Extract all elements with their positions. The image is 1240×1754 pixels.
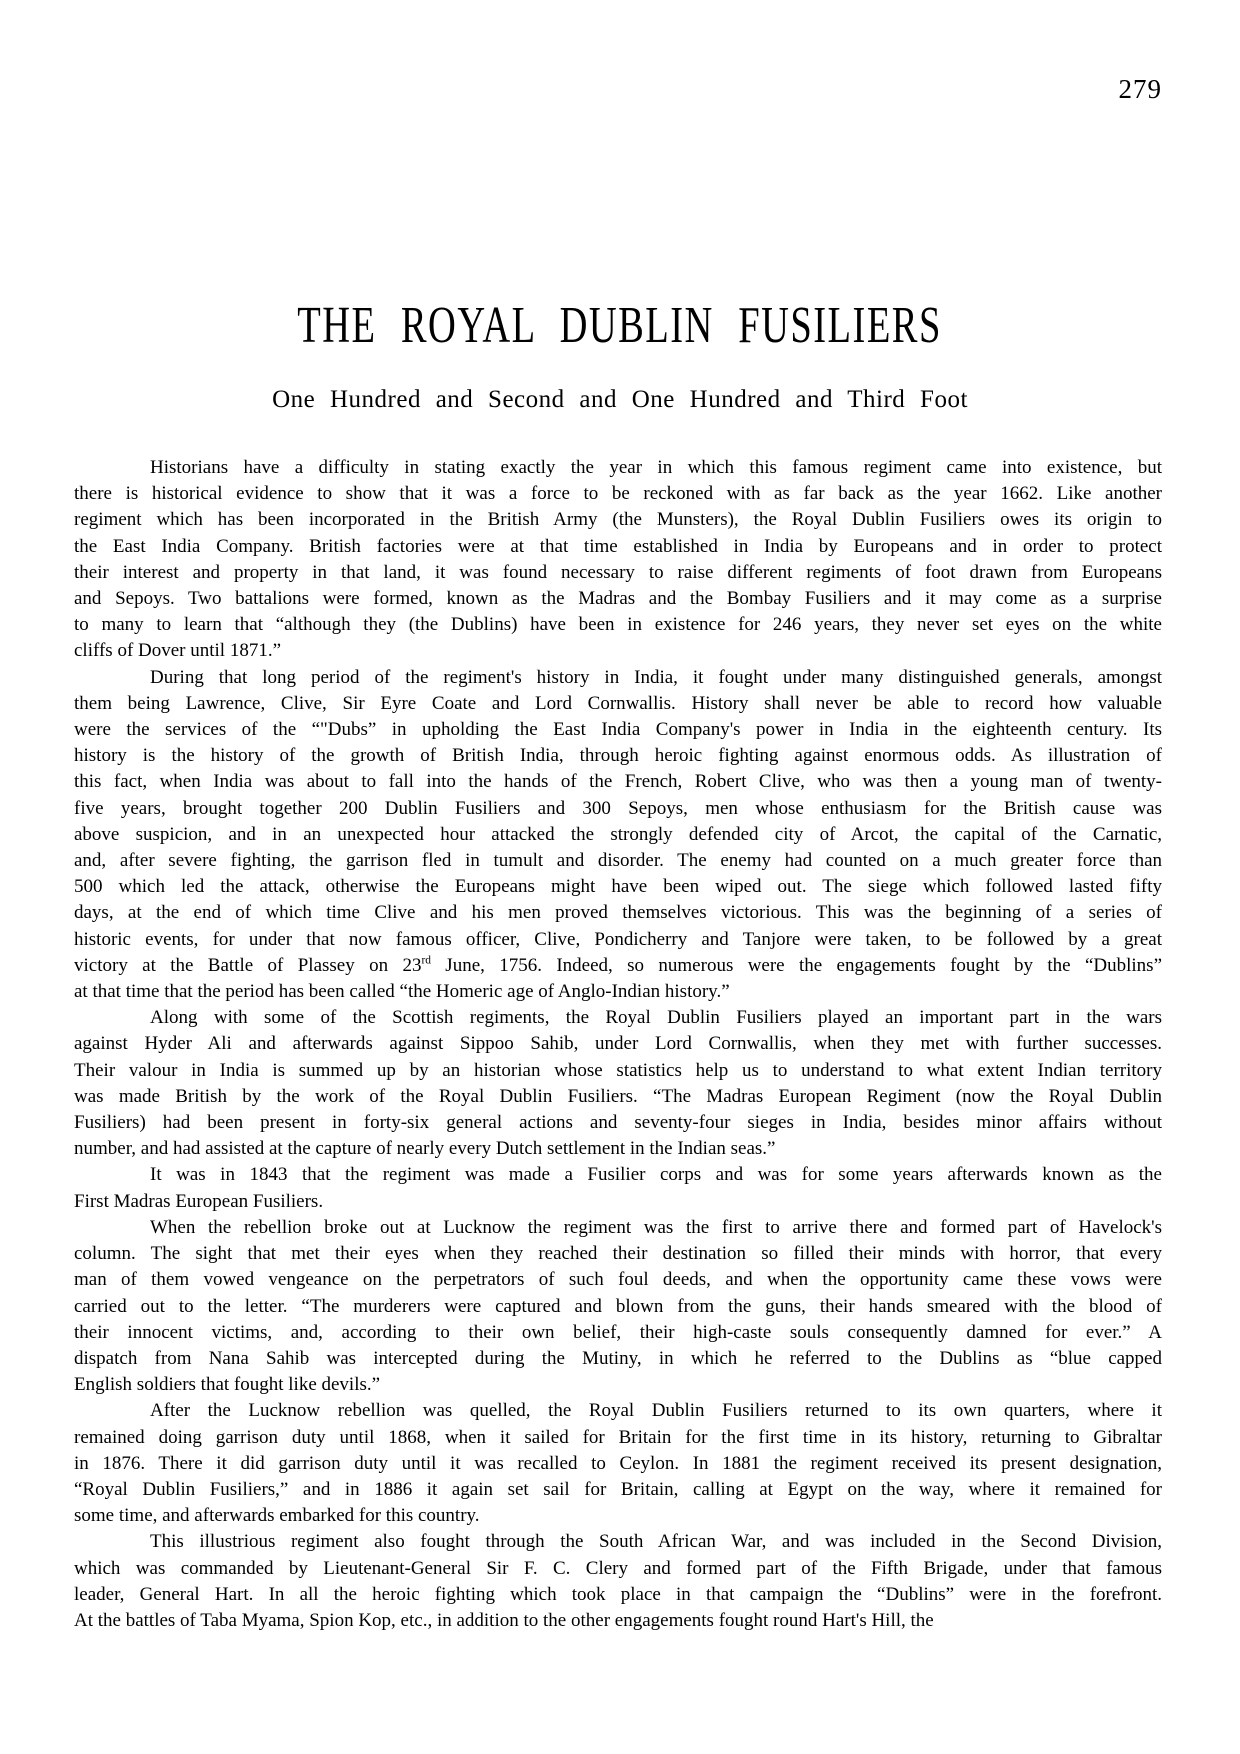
text-line: their innocent victims, and, according to their own belief, their high-caste souls consequently damned for ever.” A bbox=[74, 1321, 1162, 1343]
article-subtitle: One Hundred and Second and One Hundred and Third Foot bbox=[272, 386, 968, 413]
page-number: 279 bbox=[1118, 74, 1162, 104]
text-line: their interest and property in that land, it was found necessary to raise different regiments of foot drawn from Europeans bbox=[74, 561, 1162, 583]
text-line: was made British by the work of the Royal Dublin Fusiliers. “The Madras European Regiment (now the Royal Dublin bbox=[74, 1085, 1162, 1107]
text-line: days, at the end of which time Clive and his men proved themselves victorious. This was the beginning of a series of bbox=[74, 902, 1162, 924]
text-line: “Royal Dublin Fusiliers,” and in 1886 it again set sail for Britain, calling at Egypt on the way, where it remained for bbox=[74, 1478, 1162, 1500]
text-line: historic events, for under that now famous officer, Clive, Pondicherry and Tanjore were taken, to be followed by a great bbox=[74, 928, 1162, 950]
text-line: regiment which has been incorporated in the British Army (the Munsters), the Royal Dublin Fusiliers owes its origin to bbox=[74, 509, 1162, 531]
article-title: THE ROYAL DUBLIN FUSILIERS bbox=[297, 297, 943, 354]
text-line: history is the history of the growth of British India, through heroic fighting against enormous odds. As illustration of bbox=[74, 745, 1162, 767]
text-line: This illustrious regiment also fought through the South African War, and was included in the Second Division, bbox=[150, 1531, 1162, 1553]
text-line: at that time that the period has been called “the Homeric age of Anglo-Indian history.” bbox=[74, 981, 730, 1003]
text-line: and Sepoys. Two battalions were formed, known as the Madras and the Bombay Fusiliers and it may come as a surprise bbox=[74, 588, 1162, 610]
text-line: and, after severe fighting, the garrison fled in tumult and disorder. The enemy had counted on a much greater force than bbox=[74, 850, 1162, 872]
text-line: number, and had assisted at the capture of nearly every Dutch settlement in the Indian seas.” bbox=[74, 1138, 776, 1160]
text-line: in 1876. There it did garrison duty until it was recalled to Ceylon. In 1881 the regiment received its present designation, bbox=[74, 1452, 1162, 1474]
text-line: this fact, when India was about to fall into the hands of the French, Robert Clive, who was then a young man of twenty- bbox=[74, 771, 1162, 793]
text-line: leader, General Hart. In all the heroic fighting which took place in that campaign the “Dublins” were in the forefront. bbox=[74, 1583, 1162, 1605]
text-line: During that long period of the regiment's history in India, it fought under many distinguished generals, amongst bbox=[150, 666, 1162, 688]
text-line: It was in 1843 that the regiment was made a Fusilier corps and was for some years afterwards known as the bbox=[150, 1164, 1162, 1186]
text-line: above suspicion, and in an unexpected hour attacked the strongly defended city of Arcot, the capital of the Carnatic, bbox=[74, 823, 1162, 845]
text-line: After the Lucknow rebellion was quelled, the Royal Dublin Fusiliers returned to its own quarters, where it bbox=[150, 1400, 1162, 1422]
text-line: against Hyder Ali and afterwards against Sippoo Sahib, under Lord Cornwallis, when they met with further successes. bbox=[74, 1033, 1162, 1055]
text-segment: victory at the Battle of Plassey on 23 bbox=[74, 954, 422, 976]
text-line: some time, and afterwards embarked for this country. bbox=[74, 1505, 480, 1527]
superscript-text: rd bbox=[421, 954, 431, 967]
text-line: cliffs of Dover until 1871.” bbox=[74, 640, 282, 662]
text-line: At the battles of Taba Myama, Spion Kop, etc., in addition to the other engagements fought round Hart's Hill, the bbox=[74, 1609, 934, 1631]
title-row bbox=[0, 297, 1240, 364]
text-line: the East India Company. British factories were at that time established in India by Europeans and in order to protect bbox=[74, 535, 1162, 557]
text-line: First Madras European Fusiliers. bbox=[74, 1190, 324, 1212]
text-line: were the services of the “"Dubs” in upholding the East India Company's power in India in the eighteenth century. Its bbox=[74, 719, 1162, 741]
text-line: Along with some of the Scottish regiments, the Royal Dublin Fusiliers played an important part in the wars bbox=[150, 1007, 1162, 1029]
subtitle-row bbox=[0, 386, 1240, 417]
text-line: carried out to the letter. “The murderers were captured and blown from the guns, their hands smeared with the blood of bbox=[74, 1295, 1162, 1317]
article-body bbox=[74, 455, 1162, 1634]
text-line: them being Lawrence, Clive, Sir Eyre Coate and Lord Cornwallis. History shall never be able to record how valuable bbox=[74, 692, 1162, 714]
text-line: English soldiers that fought like devils.” bbox=[74, 1374, 381, 1396]
text-line: man of them vowed vengeance on the perpetrators of such foul deeds, and when the opportunity came these vows were bbox=[74, 1269, 1162, 1291]
text-segment: June, 1756. Indeed, so numerous were the engagements fought by the “Dublins” bbox=[430, 954, 1163, 976]
text-line: five years, brought together 200 Dublin Fusiliers and 300 Sepoys, men whose enthusiasm for the British cause was bbox=[74, 797, 1162, 819]
text-line: When the rebellion broke out at Lucknow the regiment was the first to arrive there and formed part of Havelock's bbox=[150, 1216, 1162, 1238]
text-line: column. The sight that met their eyes when they reached their destination so filled their minds with horror, that every bbox=[74, 1243, 1162, 1265]
text-line bbox=[74, 953, 1162, 979]
text-line: Historians have a difficulty in stating exactly the year in which this famous regiment came into existence, but bbox=[150, 457, 1162, 478]
text-line: Their valour in India is summed up by an historian whose statistics help us to understand to what extent Indian territory bbox=[74, 1059, 1162, 1081]
text-line: which was commanded by Lieutenant-General Sir F. C. Clery and formed part of the Fifth Brigade, under that famous bbox=[74, 1557, 1162, 1579]
text-line: to many to learn that “although they (the Dublins) have been in existence for 246 years, they never set eyes on the white bbox=[74, 614, 1162, 636]
text-line: 500 which led the attack, otherwise the Europeans might have been wiped out. The siege which followed lasted fifty bbox=[74, 876, 1162, 898]
text-line: Fusiliers) had been present in forty-six general actions and seventy-four sieges in India, besides minor affairs without bbox=[74, 1112, 1162, 1134]
text-line: remained doing garrison duty until 1868, when it sailed for Britain for the first time in its history, returning to Gibraltar bbox=[74, 1426, 1162, 1448]
text-line: dispatch from Nana Sahib was intercepted during the Mutiny, in which he referred to the Dublins as “blue capped bbox=[74, 1347, 1162, 1369]
text-line: there is historical evidence to show that it was a force to be reckoned with as far back as the year 1662. Like another bbox=[74, 483, 1162, 505]
